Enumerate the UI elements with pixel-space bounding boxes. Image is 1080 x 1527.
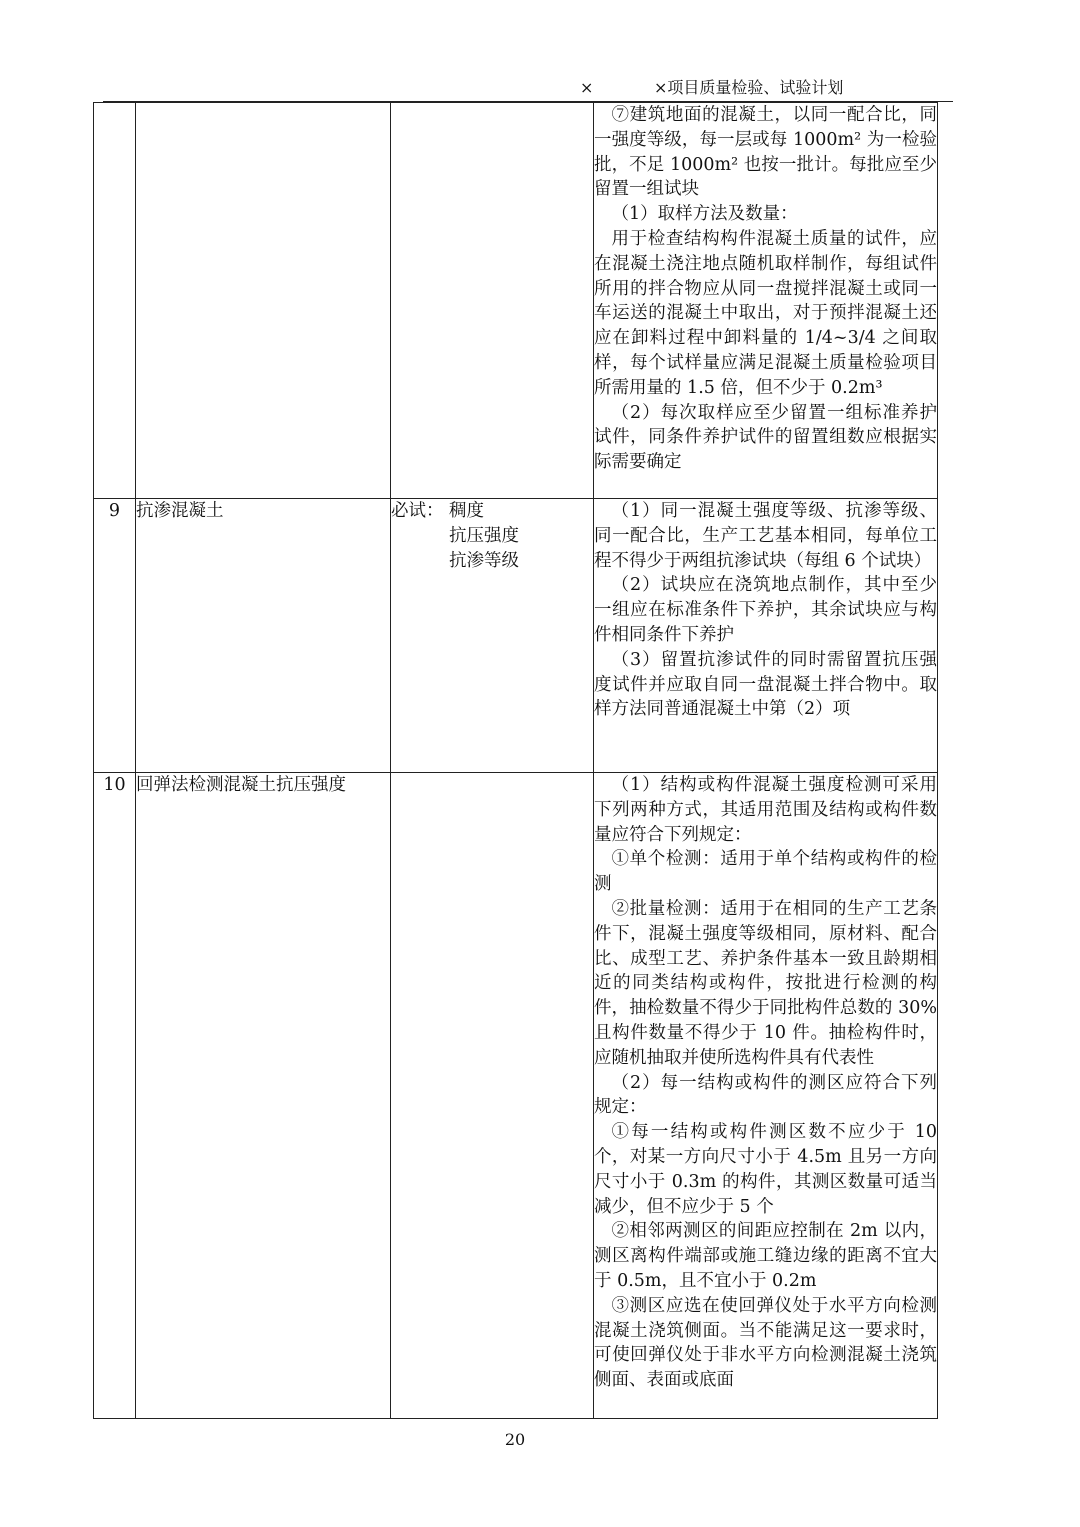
row-item-name — [136, 103, 391, 499]
page-number: 20 — [504, 1430, 526, 1449]
row-test-items — [391, 773, 594, 1419]
requirement-paragraph: ②相邻两测区的间距应控制在 2m 以内，测区离构件端部或施工缝边缘的距离不宜大于 0.5m，且不宜小于 0.2m — [594, 1221, 937, 1291]
row-number — [94, 103, 136, 499]
test-item — [391, 549, 593, 574]
row-test-items — [391, 103, 594, 499]
row-number: 10 — [94, 773, 136, 1419]
header-mark: × — [580, 78, 594, 97]
requirement-paragraph: ②批量检测：适用于在相同的生产工艺条件下，混凝土强度等级相同，原材料、配合比、成型工艺、养护条件基本一致且龄期相近的同类结构或构件，按批进行检测的构件，抽检数量不得少于同批构件总数的 30%且构件数量不得少于 10 件。抽检构件时，应随机抽取并使所选构件具有代表性 — [594, 898, 937, 1068]
table-row — [94, 773, 938, 1419]
row-requirements — [594, 499, 938, 773]
requirement-paragraph: （2）每一结构或构件的测区应符合下列规定： — [594, 1072, 937, 1118]
row-test-items — [391, 499, 594, 773]
test-items-label: 必试： — [391, 501, 444, 521]
test-item-value: 稠度 — [449, 501, 484, 521]
requirement-paragraph: （1）取样方法及数量： — [611, 204, 798, 225]
requirement-paragraph: （1）同一混凝土强度等级、抗渗等级、同一配合比，生产工艺基本相同，每单位工程不得少于两组抗渗试块（每组 6 个试块） — [594, 501, 937, 571]
test-item — [391, 499, 593, 524]
test-item — [391, 524, 593, 549]
requirement-paragraph: ①单个检测：适用于单个结构或构件的检测 — [594, 849, 937, 895]
row-requirements — [594, 103, 938, 499]
requirement-paragraph: （1）结构或构件混凝土强度检测可采用下列两种方式，其适用范围及结构或构件数量应符合下列规定： — [594, 775, 937, 845]
requirement-paragraph: ①每一结构或构件测区数不应少于 10 个，对某一方向尺寸小于 4.5m 且另一方向尺寸小于 0.3m 的构件，其测区数量可适当减少，但不应少于 5 个 — [594, 1122, 937, 1217]
row-requirements — [594, 773, 938, 1419]
requirement-paragraph: （3）留置抗渗试件的同时需留置抗压强度试件并应取自同一盘混凝土拌合物中。取样方法同普通混凝土中第（2）项 — [594, 649, 937, 720]
requirement-paragraph: ⑦建筑地面的混凝土，以同一配合比，同一强度等级，每一层或每 1000m² 为一检验批，不足 1000m² 也按一批计。每批应至少留置一组试块 — [594, 105, 937, 200]
requirement-paragraph: ③测区应选在使回弹仪处于水平方向检测混凝土浇筑侧面。当不能满足这一要求时，可使回弹仪处于非水平方向检测混凝土浇筑侧面、表面或底面 — [594, 1295, 937, 1391]
test-item-value: 抗压强度 — [449, 525, 519, 546]
requirement-paragraph: （2）试块应在浇筑地点制作，其中至少一组应在标准条件下养护，其余试块应与构件相同条件下养护 — [594, 575, 937, 645]
quality-plan-table — [93, 102, 938, 1419]
row-number: 9 — [94, 499, 136, 773]
requirement-paragraph: （2）每次取样应至少留置一组标准养护试件，同条件养护试件的留置组数应根据实际需要确定 — [594, 402, 937, 473]
table-row — [94, 499, 938, 773]
row-item-name: 回弹法检测混凝土抗压强度 — [136, 773, 391, 1419]
requirement-paragraph: 用于检查结构构件混凝土质量的试件，应在混凝土浇注地点随机取样制作，每组试件所用的拌合物应从同一盘搅拌混凝土或同一车运送的混凝土中取出，对于预拌混凝土还应在卸料过程中卸料量的 1/4~3/4 之间取样，每个试样量应满足混凝土质量检验项目所需用量的 1.5 倍，但不少于 0.2m³ — [594, 228, 937, 398]
test-item-value: 抗渗等级 — [449, 550, 519, 571]
row-item-name: 抗渗混凝土 — [136, 499, 391, 773]
table-row — [94, 103, 938, 499]
page-header — [580, 76, 950, 100]
header-title: ×项目质量检验、试验计划 — [654, 78, 844, 97]
